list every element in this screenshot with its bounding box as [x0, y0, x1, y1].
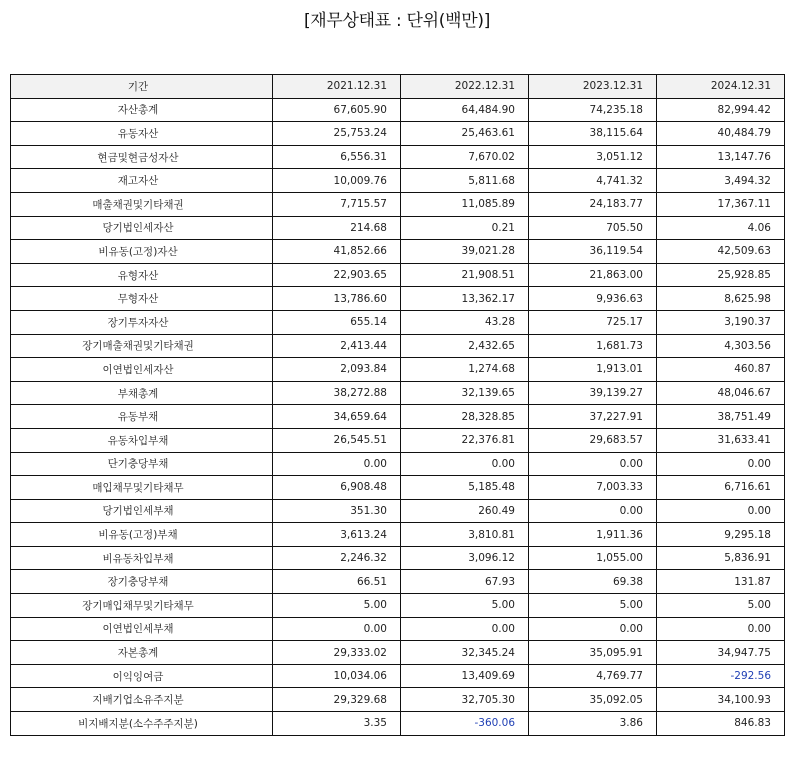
value-cell: 25,928.85	[657, 263, 785, 287]
value-cell: 5.00	[657, 594, 785, 618]
value-cell: 64,484.90	[401, 98, 529, 122]
value-cell: 725.17	[529, 310, 657, 334]
value-cell: 29,329.68	[273, 688, 401, 712]
value-cell: 9,295.18	[657, 523, 785, 547]
value-cell: 131.87	[657, 570, 785, 594]
table-row	[11, 428, 785, 452]
row-label: 현금및현금성자산	[11, 145, 273, 169]
value-cell: 0.00	[273, 617, 401, 641]
value-cell: 3,051.12	[529, 145, 657, 169]
table-row	[11, 523, 785, 547]
value-cell: 2,246.32	[273, 546, 401, 570]
table-row	[11, 688, 785, 712]
value-cell: 1,911.36	[529, 523, 657, 547]
value-cell: 0.00	[529, 617, 657, 641]
value-cell: 0.00	[657, 452, 785, 476]
table-row	[11, 145, 785, 169]
header-2021: 2021.12.31	[273, 75, 401, 99]
row-label: 자산총계	[11, 98, 273, 122]
page-title: [재무상태표 : 단위(백만)]	[303, 11, 491, 31]
value-cell: 1,681.73	[529, 334, 657, 358]
value-cell: 38,115.64	[529, 122, 657, 146]
row-label: 장기매출채권및기타채권	[11, 334, 273, 358]
table-row	[11, 263, 785, 287]
row-label: 지배기업소유주지분	[11, 688, 273, 712]
value-cell: 0.00	[529, 452, 657, 476]
row-label: 매출채권및기타채권	[11, 192, 273, 216]
row-label: 단기충당부채	[11, 452, 273, 476]
value-cell: 38,751.49	[657, 405, 785, 429]
value-cell: 32,705.30	[401, 688, 529, 712]
value-cell: 4,769.77	[529, 664, 657, 688]
value-cell: 214.68	[273, 216, 401, 240]
value-cell: 260.49	[401, 499, 529, 523]
table-row	[11, 334, 785, 358]
value-cell: 67,605.90	[273, 98, 401, 122]
value-cell: 460.87	[657, 358, 785, 382]
table-row	[11, 310, 785, 334]
value-cell: 705.50	[529, 216, 657, 240]
value-cell: 5.00	[401, 594, 529, 618]
value-cell: 3.86	[529, 712, 657, 736]
value-cell: 5,185.48	[401, 476, 529, 500]
value-cell: 26,545.51	[273, 428, 401, 452]
value-cell: 3,096.12	[401, 546, 529, 570]
value-cell: 74,235.18	[529, 98, 657, 122]
table-row	[11, 452, 785, 476]
value-cell: 6,556.31	[273, 145, 401, 169]
header-2024: 2024.12.31	[657, 75, 785, 99]
table-row	[11, 405, 785, 429]
value-cell: -360.06	[401, 712, 529, 736]
row-label: 유동부채	[11, 405, 273, 429]
value-cell: 39,021.28	[401, 240, 529, 264]
value-cell: 6,908.48	[273, 476, 401, 500]
value-cell: 9,936.63	[529, 287, 657, 311]
row-label: 이연법인세부채	[11, 617, 273, 641]
value-cell: 6,716.61	[657, 476, 785, 500]
value-cell: 21,863.00	[529, 263, 657, 287]
row-label: 유동자산	[11, 122, 273, 146]
value-cell: 28,328.85	[401, 405, 529, 429]
row-label: 장기매입채무및기타채무	[11, 594, 273, 618]
table-row	[11, 546, 785, 570]
row-label: 이익잉여금	[11, 664, 273, 688]
value-cell: 11,085.89	[401, 192, 529, 216]
value-cell: 655.14	[273, 310, 401, 334]
value-cell: 32,345.24	[401, 641, 529, 665]
value-cell: 13,409.69	[401, 664, 529, 688]
value-cell: 7,003.33	[529, 476, 657, 500]
row-label: 유동차입부채	[11, 428, 273, 452]
table-row	[11, 216, 785, 240]
value-cell: 35,095.91	[529, 641, 657, 665]
value-cell: 5,836.91	[657, 546, 785, 570]
value-cell: 10,009.76	[273, 169, 401, 193]
value-cell: 43.28	[401, 310, 529, 334]
table-row	[11, 570, 785, 594]
value-cell: 2,093.84	[273, 358, 401, 382]
value-cell: 21,908.51	[401, 263, 529, 287]
value-cell: 24,183.77	[529, 192, 657, 216]
value-cell: 25,753.24	[273, 122, 401, 146]
value-cell: 40,484.79	[657, 122, 785, 146]
value-cell: 0.00	[401, 452, 529, 476]
table-row	[11, 287, 785, 311]
value-cell: 3,190.37	[657, 310, 785, 334]
value-cell: 37,227.91	[529, 405, 657, 429]
value-cell: 1,913.01	[529, 358, 657, 382]
value-cell: 17,367.11	[657, 192, 785, 216]
table-row	[11, 712, 785, 736]
value-cell: 3.35	[273, 712, 401, 736]
value-cell: 36,119.54	[529, 240, 657, 264]
value-cell: 5.00	[273, 594, 401, 618]
value-cell: 41,852.66	[273, 240, 401, 264]
row-label: 비유동차입부채	[11, 546, 273, 570]
value-cell: 7,715.57	[273, 192, 401, 216]
value-cell: 5.00	[529, 594, 657, 618]
value-cell: 0.00	[401, 617, 529, 641]
row-label: 장기충당부채	[11, 570, 273, 594]
table-row	[11, 240, 785, 264]
value-cell: 4,741.32	[529, 169, 657, 193]
value-cell: 31,633.41	[657, 428, 785, 452]
value-cell: 1,274.68	[401, 358, 529, 382]
value-cell: 13,786.60	[273, 287, 401, 311]
row-label: 재고자산	[11, 169, 273, 193]
row-label: 당기법인세부채	[11, 499, 273, 523]
value-cell: 3,810.81	[401, 523, 529, 547]
value-cell: 69.38	[529, 570, 657, 594]
value-cell: 22,376.81	[401, 428, 529, 452]
header-2022: 2022.12.31	[401, 75, 529, 99]
value-cell: 846.83	[657, 712, 785, 736]
table-row	[11, 664, 785, 688]
header-period: 기간	[11, 75, 273, 99]
value-cell: 4,303.56	[657, 334, 785, 358]
value-cell: 3,613.24	[273, 523, 401, 547]
value-cell: 29,333.02	[273, 641, 401, 665]
value-cell: 8,625.98	[657, 287, 785, 311]
table-row	[11, 476, 785, 500]
value-cell: 0.21	[401, 216, 529, 240]
value-cell: 4.06	[657, 216, 785, 240]
table-row	[11, 617, 785, 641]
value-cell: 32,139.65	[401, 381, 529, 405]
value-cell: 22,903.65	[273, 263, 401, 287]
value-cell: 2,432.65	[401, 334, 529, 358]
table-header-row	[11, 75, 785, 99]
value-cell: 38,272.88	[273, 381, 401, 405]
row-label: 비유동(고정)부채	[11, 523, 273, 547]
table-row	[11, 358, 785, 382]
value-cell: 3,494.32	[657, 169, 785, 193]
value-cell: 42,509.63	[657, 240, 785, 264]
value-cell: 48,046.67	[657, 381, 785, 405]
value-cell: 35,092.05	[529, 688, 657, 712]
row-label: 자본총계	[11, 641, 273, 665]
row-label: 장기투자자산	[11, 310, 273, 334]
table-row	[11, 381, 785, 405]
table-row	[11, 499, 785, 523]
value-cell: 5,811.68	[401, 169, 529, 193]
value-cell: 39,139.27	[529, 381, 657, 405]
row-label: 이연법인세자산	[11, 358, 273, 382]
header-2023: 2023.12.31	[529, 75, 657, 99]
value-cell: 0.00	[657, 617, 785, 641]
value-cell: 29,683.57	[529, 428, 657, 452]
value-cell: 13,362.17	[401, 287, 529, 311]
balance-sheet-table	[10, 74, 785, 736]
table-row	[11, 98, 785, 122]
value-cell: 67.93	[401, 570, 529, 594]
value-cell: 0.00	[657, 499, 785, 523]
value-cell: 34,100.93	[657, 688, 785, 712]
row-label: 무형자산	[11, 287, 273, 311]
value-cell: 25,463.61	[401, 122, 529, 146]
value-cell: 7,670.02	[401, 145, 529, 169]
table-row	[11, 192, 785, 216]
row-label: 유형자산	[11, 263, 273, 287]
table-row	[11, 169, 785, 193]
row-label: 매입채무및기타채무	[11, 476, 273, 500]
table-row	[11, 641, 785, 665]
value-cell: 13,147.76	[657, 145, 785, 169]
value-cell: 1,055.00	[529, 546, 657, 570]
value-cell: 0.00	[529, 499, 657, 523]
value-cell: 34,659.64	[273, 405, 401, 429]
value-cell: 351.30	[273, 499, 401, 523]
value-cell: -292.56	[657, 664, 785, 688]
table-body	[11, 98, 785, 735]
value-cell: 0.00	[273, 452, 401, 476]
value-cell: 82,994.42	[657, 98, 785, 122]
row-label: 비지배지분(소수주주지분)	[11, 712, 273, 736]
value-cell: 66.51	[273, 570, 401, 594]
table-row	[11, 594, 785, 618]
table-row	[11, 122, 785, 146]
value-cell: 2,413.44	[273, 334, 401, 358]
row-label: 당기법인세자산	[11, 216, 273, 240]
row-label: 비유동(고정)자산	[11, 240, 273, 264]
value-cell: 10,034.06	[273, 664, 401, 688]
value-cell: 34,947.75	[657, 641, 785, 665]
row-label: 부채총계	[11, 381, 273, 405]
